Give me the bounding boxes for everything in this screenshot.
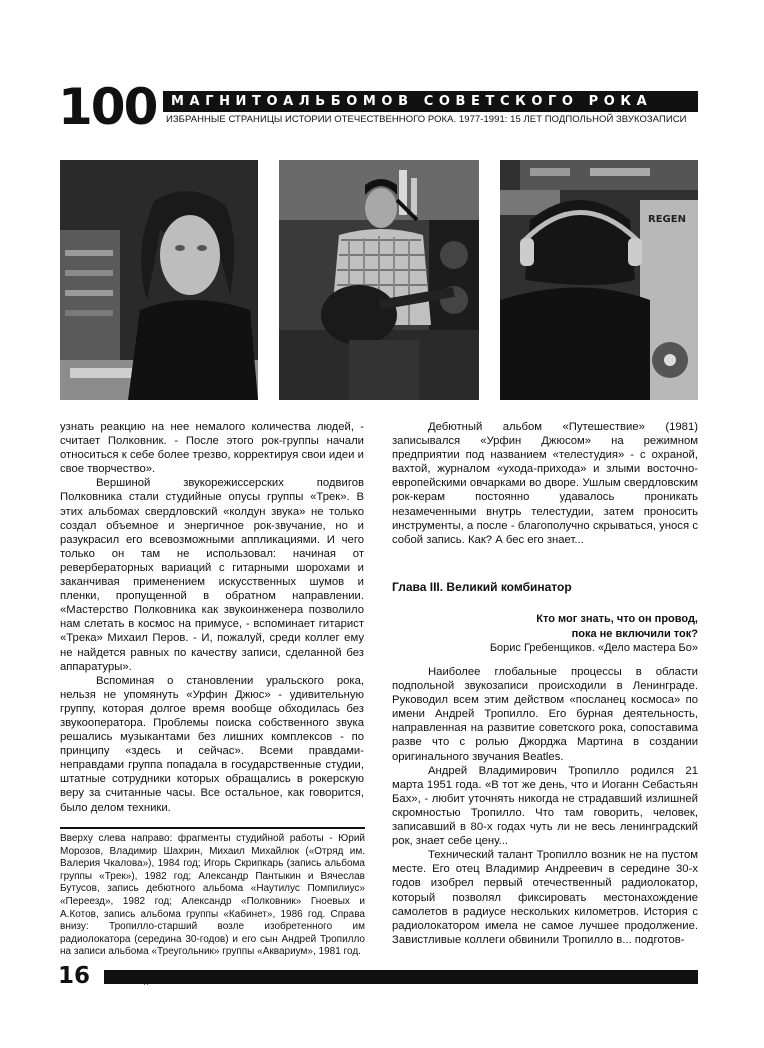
right-paragraph: Наиболее глобальные процессы в области подпольной звукозаписи происходили в Ленинграде. Руководил всем этим действом «посланец космоса» по имени Андрей Тропилло. Его бурная деятельность, направленная на развитие советского рока, сопоставима разве что с ролью Джорджа Мартина в создании оригинального звучания Beatles. xyxy=(392,666,698,763)
header-number: 100 xyxy=(58,78,157,136)
left-paragraph: Вершиной звукорежиссерских подвигов Полковника стали студийные опусы группы «Трек». В этих альбомах свердловский «колдун звука» не только создал объемное и энергичное рок-звучание, но и разукрасил его всевозможными аппликациями. И чего только он там не использовал: начиная от ревербераторных вариаций с гитарными шорохами и заканчивая применением искусственных шумов и пленки, пропущенной в обратном направлении. «Мастерство Полковника как звукоинженера позволило нам слетать в космос на примусе, - вспоминает гитарист «Трека» Михаил Перов. - И, пожалуй, среди коллег ему не найдется равных по качеству записи, сделанной без аппаратуры». xyxy=(60,477,364,673)
epigraph-line: пока не включили ток? xyxy=(571,627,698,640)
photo-caption: Вверху слева направо: фрагменты студийной работы - Юрий Морозов, Владимир Шахрин, Михаил Михайлюк («Отряд им. Валерия Чкалова»), 1984 год; Игорь Скрипкарь (запись альбома группы «Трек»), 1982 год; Александр Пантыкин и Вячеслав Бутусов, запись дебютного альбома «Наутилус Помпилиус» «Переезд», 1982 год; Александр «Полковник» Гноевых и А.Котов, запись альбома группы «Кабинет», 1986 год. Справа внизу: Тропилло-старший возле изобретенного им радиолокатора (середина 30-годов) и его сын Андрей Тропилло на записи альбома «Треугольник» группы «Аквариум», 1981 год. xyxy=(60,833,365,958)
right-intro-paragraph: Дебютный альбом «Путешествие» (1981) записывался «Урфин Джюсом» на режимном предприятии под названием «телестудия» - с охраной, вахтой, журналом «ухода-прихода» и злыми восточно-европейскими овчарками во дворе. Ушлым свердловским рок-керам постоянно удавалось проникать незамеченными внутрь телестудии, затем проносить инструменты, а после - благополучно скрываться, унося с собой запись. Как? А бес его знает... xyxy=(392,421,698,546)
page-number: 16 xyxy=(58,963,91,989)
chapter-heading: Глава III. Великий комбинатор xyxy=(392,580,572,594)
footer-text: АЛЕКСАНДР КУШНИР. 100 МАГНИТОАЛЬБОМОВ СОВЕТСКОГО РОКА xyxy=(116,980,316,986)
footer-year: 1999 xyxy=(676,980,690,986)
header-subtitle: ИЗБРАННЫЕ СТРАНИЦЫ ИСТОРИИ ОТЕЧЕСТВЕННОГО РОКА. 1977-1991: 15 ЛЕТ ПОДПОЛЬНОЙ ЗВУКОЗАПИСИ xyxy=(166,114,687,125)
right-paragraph: Технический талант Тропилло возник не на пустом месте. Его отец Владимир Андреевич в середине 30-х годов изобрел первый отечественный радиолокатор, который позволял фиксировать местонахождение самолетов в радиусе нескольких километров. История с радиолокатором имела не самое лучшее продолжение. Завистливые коллеги обвинили Тропилло в... подготов- xyxy=(392,849,698,946)
epigraph-source: Борис Гребенщиков. «Дело мастера Бо» xyxy=(489,642,698,654)
right-column-body xyxy=(392,665,698,947)
photo-portrait-in-studio xyxy=(60,160,258,400)
photo-engineer-with-headphones xyxy=(500,160,698,400)
equipment-label: REGEN xyxy=(648,214,686,225)
right-column-intro xyxy=(392,420,698,547)
caption-divider xyxy=(60,827,365,829)
left-column xyxy=(60,420,364,815)
right-paragraph: Андрей Владимирович Тропилло родился 21 марта 1951 года. «В тот же день, что и Иоганн Себастьян Бах», - любит уточнять никогда не страдавший излишней скромностью Тропилло. Что там говорить, человек, записавший в 80-х годах чуть ли не весь ленинградский рок, знает себе цену... xyxy=(392,764,698,848)
epigraph xyxy=(392,612,698,656)
header-title: МАГНИТОАЛЬБОМОВ СОВЕТСКОГО РОКА xyxy=(163,91,698,112)
photo-guitarist-with-microphone xyxy=(279,160,479,400)
epigraph-line: Кто мог знать, что он провод, xyxy=(536,613,698,625)
left-paragraph: Вспоминая о становлении уральского рока, нельзя не упомянуть «Урфин Джюс» - удивительную группу, которая долгое время вообще обходилась без звукооператора. Проблемы поиска собственного звука решались музыкантами без лишних комплексов - по принципу «здесь и сейчас». Всеми правдами-неправдами группа попадала в государственные студии, штатные сотрудники которых обращались в рокерскую веру за считанные часы. Все остальное, как говорится, было делом техники. xyxy=(60,674,364,814)
left-paragraph: узнать реакцию на нее немалого количества людей, - считает Полковник. - После этого рок-группы начали относиться к себе более трезво, корректируя свои идеи и свое творчество». xyxy=(60,421,364,476)
